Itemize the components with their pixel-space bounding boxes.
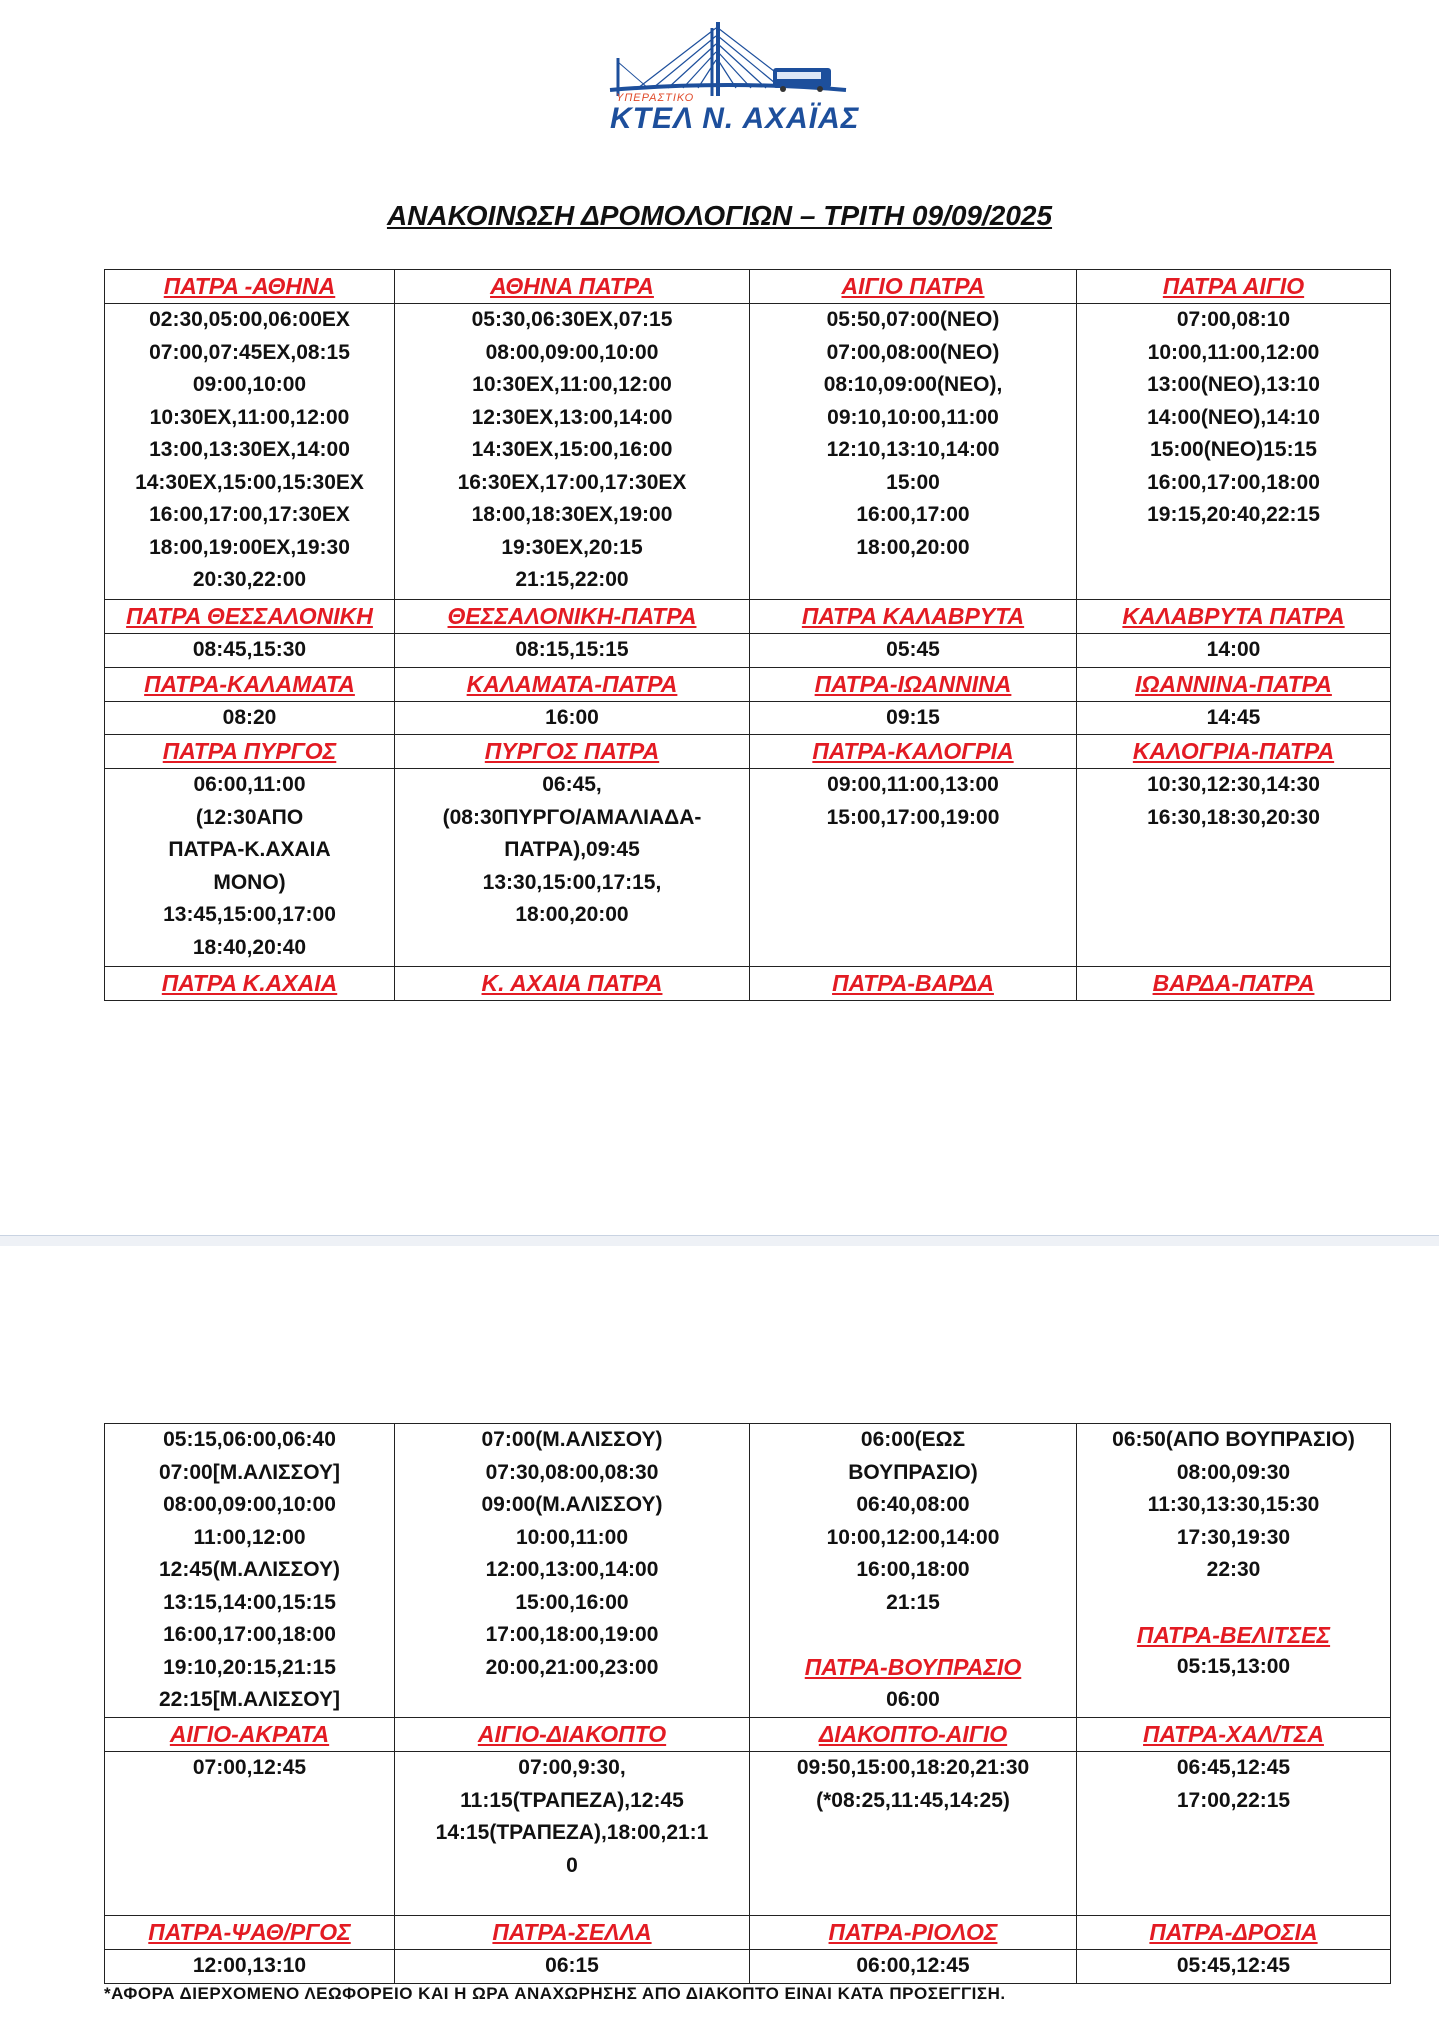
times-row bbox=[105, 1950, 1391, 1984]
time-line: 09:10,10:00,11:00 bbox=[827, 405, 999, 429]
time-line: 05:15,13:00 bbox=[1176, 1655, 1291, 1678]
route-header: ΠΑΤΡΑ -ΑΘΗΝΑ bbox=[105, 270, 395, 304]
route-header: ΒΑΡΔΑ-ΠΑΤΡΑ bbox=[1077, 967, 1391, 1001]
time-line: 09:00,11:00,13:00 bbox=[827, 773, 999, 796]
route-header: ΑΙΓΙΟ-ΑΚΡΑΤΑ bbox=[105, 1718, 395, 1752]
time-line: 07:00(Μ.ΑΛΙΣΣΟΥ) bbox=[481, 1428, 663, 1451]
times-cell bbox=[1077, 1752, 1391, 1916]
route-header: ΠΑΤΡΑ ΑΙΓΙΟ bbox=[1077, 270, 1391, 304]
times-cell bbox=[395, 1950, 750, 1984]
times-row bbox=[105, 634, 1391, 668]
time-line: 18:00,18:30ΕΧ,19:00 bbox=[471, 503, 673, 526]
time-line: 06:15 bbox=[545, 1954, 599, 1977]
time-line: 15:00,17:00,19:00 bbox=[826, 805, 1000, 829]
times-row bbox=[105, 769, 1391, 967]
time-line: 09:15 bbox=[886, 705, 940, 729]
time-line: 05:15,06:00,06:40 bbox=[163, 1428, 336, 1451]
time-line: 12:45(Μ.ΑΛΙΣΣΟΥ) bbox=[159, 1558, 340, 1581]
time-line: 14:00(ΝΕΟ),14:10 bbox=[1147, 405, 1320, 429]
time-line: ΒΟΥΠΡΑΣΙΟ) bbox=[848, 1460, 978, 1484]
times-cell bbox=[1077, 769, 1391, 967]
time-line: 06:40,08:00 bbox=[856, 1493, 970, 1516]
time-line: 15:00(ΝΕΟ)15:15 bbox=[1150, 438, 1317, 461]
time-line: 22:15[Μ.ΑΛΙΣΣΟΥ] bbox=[159, 1688, 340, 1711]
route-header: ΚΑΛΟΓΡΙΑ-ΠΑΤΡΑ bbox=[1077, 735, 1391, 769]
logo-subtitle: ΥΠΕΡΑΣΤΙΚΟ bbox=[616, 92, 695, 104]
times-cell bbox=[105, 1950, 395, 1984]
time-line: 07:00[Μ.ΑΛΙΣΣΟΥ] bbox=[159, 1460, 340, 1484]
time-line: 07:00,08:00(ΝΕΟ) bbox=[826, 340, 1000, 364]
time-line: 13:30,15:00,17:15, bbox=[482, 870, 662, 894]
times-cell bbox=[395, 304, 750, 600]
route-header: ΠΑΤΡΑ ΚΑΛΑΒΡΥΤΑ bbox=[750, 600, 1077, 634]
time-line: 08:10,09:00(ΝΕΟ), bbox=[823, 373, 1003, 396]
time-line: 20:00,21:00,23:00 bbox=[485, 1655, 659, 1679]
times-cell bbox=[750, 1424, 1077, 1718]
time-line: 09:50,15:00,18:20,21:30 bbox=[796, 1756, 1030, 1779]
time-line: 10:30,12:30,14:30 bbox=[1147, 773, 1320, 796]
time-line: 07:00,12:45 bbox=[192, 1756, 307, 1779]
time-line: 16:00,17:00,17:30ΕΧ bbox=[149, 503, 350, 526]
times-cell bbox=[750, 701, 1077, 735]
time-line: 13:00(ΝΕΟ),13:10 bbox=[1147, 373, 1320, 396]
schedule-table-2 bbox=[104, 1423, 1391, 1984]
route-sub-header: ΠΑΤΡΑ-ΒΕΛΙΤΣΕΣ bbox=[1136, 1621, 1331, 1648]
times-cell bbox=[1077, 634, 1391, 668]
time-line: 16:00,18:00 bbox=[856, 1558, 970, 1581]
times-cell bbox=[105, 634, 395, 668]
time-line: (*08:25,11:45,14:25) bbox=[816, 1788, 1010, 1812]
time-line: 12:30ΕΧ,13:00,14:00 bbox=[471, 405, 673, 429]
time-line: 21:15 bbox=[886, 1590, 940, 1614]
time-line: 16:00,17:00,18:00 bbox=[163, 1623, 336, 1646]
time-line: 21:15,22:00 bbox=[515, 568, 629, 591]
route-header: ΠΑΤΡΑ-ΚΑΛΟΓΡΙΑ bbox=[750, 735, 1077, 769]
route-header: ΠΑΤΡΑ-ΚΑΛΑΜΑΤΑ bbox=[105, 667, 395, 701]
time-line: 19:10,20:15,21:15 bbox=[163, 1655, 336, 1679]
time-line: 13:45,15:00,17:00 bbox=[163, 903, 336, 926]
route-header: ΠΑΤΡΑ-ΣΕΛΛΑ bbox=[395, 1916, 750, 1950]
time-line: 06:45, bbox=[542, 773, 602, 796]
time-line: 20:30,22:00 bbox=[192, 568, 307, 591]
times-cell bbox=[395, 1424, 750, 1718]
time-line: 16:00,17:00 bbox=[856, 503, 970, 526]
time-line: 18:00,20:00 bbox=[856, 535, 970, 559]
time-line: 0 bbox=[566, 1853, 578, 1877]
time-line: 11:30,13:30,15:30 bbox=[1147, 1493, 1320, 1516]
time-line: 06:00(ΕΩΣ bbox=[860, 1428, 966, 1451]
time-line: 16:00,17:00,18:00 bbox=[1147, 470, 1320, 494]
time-line: 07:00,07:45ΕΧ,08:15 bbox=[149, 340, 350, 364]
time-line: 18:00,19:00ΕΧ,19:30 bbox=[149, 535, 350, 559]
time-line: 14:15(ΤΡΑΠΕΖΑ),18:00,21:1 bbox=[435, 1821, 709, 1844]
time-line: 08:20 bbox=[222, 705, 277, 729]
spacer bbox=[754, 1619, 1072, 1651]
times-cell bbox=[1077, 304, 1391, 600]
times-cell bbox=[1077, 1424, 1391, 1718]
times-row bbox=[105, 701, 1391, 735]
time-line: 22:30 bbox=[1206, 1558, 1261, 1581]
time-line: 16:30ΕΧ,17:00,17:30ΕΧ bbox=[457, 470, 687, 494]
time-line: 19:30ΕΧ,20:15 bbox=[501, 535, 643, 559]
time-line: (08:30ΠΥΡΓΟ/ΑΜΑΛΙΑΔΑ- bbox=[442, 805, 702, 829]
spacer bbox=[1081, 1587, 1386, 1619]
time-line: 12:10,13:10,14:00 bbox=[826, 438, 1000, 461]
time-line: 09:00,10:00 bbox=[192, 373, 307, 396]
route-header: ΠΑΤΡΑ-ΙΩΑΝΝΙΝΑ bbox=[750, 667, 1077, 701]
schedule-table-1 bbox=[104, 269, 1391, 1001]
times-cell bbox=[750, 304, 1077, 600]
time-line: 16:30,18:30,20:30 bbox=[1147, 805, 1320, 829]
time-line: 14:30ΕΧ,15:00,16:00 bbox=[471, 438, 673, 461]
route-header: ΔΙΑΚΟΠΤΟ-ΑΙΓΙΟ bbox=[750, 1718, 1077, 1752]
header-row bbox=[105, 967, 1391, 1001]
route-header: ΠΑΤΡΑ-ΧΑΛ/ΤΣΑ bbox=[1077, 1718, 1391, 1752]
time-line: 11:00,12:00 bbox=[193, 1525, 306, 1549]
time-line: 06:45,12:45 bbox=[1176, 1756, 1291, 1779]
route-header: ΘΕΣΣΑΛΟΝΙΚΗ-ΠΑΤΡΑ bbox=[395, 600, 750, 634]
time-line: 12:00,13:00,14:00 bbox=[485, 1558, 659, 1581]
time-line: 19:15,20:40,22:15 bbox=[1147, 503, 1320, 526]
times-cell bbox=[105, 1424, 395, 1718]
route-header: ΚΑΛΑΜΑΤΑ-ΠΑΤΡΑ bbox=[395, 667, 750, 701]
logo-title: ΚΤΕΛ Ν. ΑΧΑΪΑΣ bbox=[610, 102, 860, 135]
header-row bbox=[105, 1718, 1391, 1752]
times-cell bbox=[395, 701, 750, 735]
time-line: 02:30,05:00,06:00ΕΧ bbox=[149, 308, 350, 331]
header-row bbox=[105, 667, 1391, 701]
time-line: 09:00(Μ.ΑΛΙΣΣΟΥ) bbox=[481, 1493, 663, 1516]
times-row bbox=[105, 304, 1391, 600]
time-line: 10:00,11:00 bbox=[515, 1525, 629, 1549]
time-line: 11:15(ΤΡΑΠΕΖΑ),12:45 bbox=[460, 1788, 684, 1812]
route-header: ΙΩΑΝΝΙΝΑ-ΠΑΤΡΑ bbox=[1077, 667, 1391, 701]
time-line: 18:40,20:40 bbox=[192, 935, 307, 959]
time-line: 10:00,12:00,14:00 bbox=[826, 1525, 1000, 1549]
route-header: ΠΑΤΡΑ-ΨΑΘ/ΡΓΟΣ bbox=[105, 1916, 395, 1950]
route-header: ΑΙΓΙΟ ΠΑΤΡΑ bbox=[750, 270, 1077, 304]
time-line: 17:00,22:15 bbox=[1176, 1788, 1291, 1812]
times-cell bbox=[750, 769, 1077, 967]
time-line: 05:45,12:45 bbox=[1176, 1954, 1291, 1977]
time-line: 10:00,11:00,12:00 bbox=[1147, 340, 1320, 364]
time-line: 07:00,08:10 bbox=[1176, 308, 1291, 331]
time-line: 06:50(ΑΠΟ ΒΟΥΠΡΑΣΙΟ) bbox=[1112, 1428, 1355, 1451]
time-line: 16:00 bbox=[545, 705, 599, 729]
times-cell bbox=[750, 1752, 1077, 1916]
time-line: 05:45 bbox=[886, 638, 940, 661]
time-line: 10:30ΕΧ,11:00,12:00 bbox=[472, 373, 672, 396]
time-line: 15:00,16:00 bbox=[515, 1590, 629, 1614]
time-line: ΜΟΝΟ) bbox=[213, 870, 286, 894]
time-line: 06:00,11:00 bbox=[193, 773, 306, 796]
time-line: 07:00,9:30, bbox=[518, 1756, 626, 1779]
time-line: 13:15,14:00,15:15 bbox=[163, 1590, 336, 1614]
route-header: ΑΙΓΙΟ-ΔΙΑΚΟΠΤΟ bbox=[395, 1718, 750, 1752]
route-header: ΠΑΤΡΑ-ΒΑΡΔΑ bbox=[750, 967, 1077, 1001]
time-line: ΠΑΤΡΑ),09:45 bbox=[504, 838, 640, 861]
route-header: ΠΑΤΡΑ-ΔΡΟΣΙΑ bbox=[1077, 1916, 1391, 1950]
time-line: 14:45 bbox=[1206, 705, 1261, 729]
time-line: 05:30,06:30ΕΧ,07:15 bbox=[471, 308, 673, 331]
time-line: 13:00,13:30ΕΧ,14:00 bbox=[149, 438, 350, 461]
header-row bbox=[105, 270, 1391, 304]
times-row bbox=[105, 1752, 1391, 1916]
time-line: 08:00,09:00,10:00 bbox=[485, 340, 659, 364]
times-cell bbox=[1077, 1950, 1391, 1984]
footnote: *ΑΦΟΡΑ ΔΙΕΡΧΟΜΕΝΟ ΛΕΩΦΟΡΕΙΟ ΚΑΙ Η ΩΡΑ ΑΝΑΧΩΡΗΣΗΣ ΑΠΟ ΔΙΑΚΟΠΤΟ ΕΙΝΑΙ ΚΑΤΑ ΠΡΟΣΕΓΓΙΣΗ. bbox=[104, 1984, 1006, 2003]
times-cell bbox=[395, 769, 750, 967]
times-cell bbox=[105, 769, 395, 967]
route-header: ΠΑΤΡΑ ΠΥΡΓΟΣ bbox=[105, 735, 395, 769]
time-line: 08:00,09:30 bbox=[1176, 1460, 1291, 1484]
route-header: ΚΑΛΑΒΡΥΤΑ ΠΑΤΡΑ bbox=[1077, 600, 1391, 634]
time-line: 17:30,19:30 bbox=[1176, 1525, 1291, 1549]
times-row bbox=[105, 1424, 1391, 1718]
time-line: 08:15,15:15 bbox=[515, 638, 629, 661]
times-cell bbox=[105, 1752, 395, 1916]
times-cell bbox=[105, 701, 395, 735]
times-cell bbox=[105, 304, 395, 600]
header-row bbox=[105, 735, 1391, 769]
time-line: 15:00 bbox=[886, 470, 940, 494]
route-header: ΠΥΡΓΟΣ ΠΑΤΡΑ bbox=[395, 735, 750, 769]
time-line: 18:00,20:00 bbox=[515, 903, 629, 926]
time-line: 07:30,08:00,08:30 bbox=[485, 1460, 659, 1484]
time-line: (12:30ΑΠΟ bbox=[195, 805, 304, 829]
times-cell bbox=[1077, 701, 1391, 735]
route-header: ΠΑΤΡΑ-ΡΙΟΛΟΣ bbox=[750, 1916, 1077, 1950]
time-line: 10:30ΕΧ,11:00,12:00 bbox=[149, 405, 350, 429]
time-line: 08:00,09:00,10:00 bbox=[163, 1493, 336, 1516]
route-sub-header: ΠΑΤΡΑ-ΒΟΥΠΡΑΣΙΟ bbox=[804, 1654, 1022, 1680]
time-line: 17:00,18:00,19:00 bbox=[485, 1623, 659, 1646]
time-line: 12:00,13:10 bbox=[192, 1954, 307, 1977]
page-title: ΑΝΑΚΟΙΝΩΣΗ ΔΡΟΜΟΛΟΓΙΩΝ – ΤΡΙΤΗ 09/09/2025 bbox=[386, 200, 1053, 231]
time-line: 14:00 bbox=[1206, 638, 1261, 661]
time-line: 05:50,07:00(ΝΕΟ) bbox=[826, 308, 1000, 331]
route-header: ΠΑΤΡΑ Κ.ΑΧΑΙΑ bbox=[105, 967, 395, 1001]
times-cell bbox=[750, 1950, 1077, 1984]
time-line: ΠΑΤΡΑ-Κ.ΑΧΑΙΑ bbox=[168, 838, 331, 861]
time-line: 06:00 bbox=[886, 1687, 940, 1711]
time-line: 14:30ΕΧ,15:00,15:30ΕΧ bbox=[135, 470, 364, 494]
time-line: 08:45,15:30 bbox=[192, 638, 307, 661]
times-cell bbox=[395, 1752, 750, 1916]
header-row bbox=[105, 600, 1391, 634]
route-header: Κ. ΑΧΑΙΑ ΠΑΤΡΑ bbox=[395, 967, 750, 1001]
route-header: ΑΘΗΝΑ ΠΑΤΡΑ bbox=[395, 270, 750, 304]
route-header: ΠΑΤΡΑ ΘΕΣΣΑΛΟΝΙΚΗ bbox=[105, 600, 395, 634]
times-cell bbox=[750, 634, 1077, 668]
times-cell bbox=[395, 634, 750, 668]
time-line: 06:00,12:45 bbox=[856, 1954, 970, 1977]
header-row bbox=[105, 1916, 1391, 1950]
